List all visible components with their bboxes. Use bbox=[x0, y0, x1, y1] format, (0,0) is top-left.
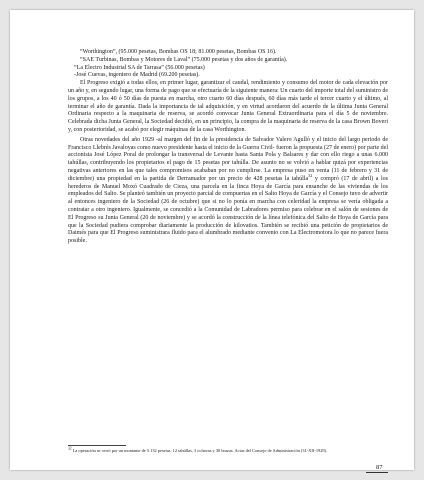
footnote-reference[interactable]: 32 bbox=[308, 172, 313, 178]
page-number-rule bbox=[366, 472, 388, 473]
footnote-text: La operación se cerró por un montante de 5.132 pesetas, 12 tahúllas, 3 ochavas y 30 brazas. Actas del Consejo de Administración (31-XII-1929). bbox=[72, 448, 328, 453]
document-page bbox=[10, 10, 414, 470]
footnote bbox=[68, 448, 374, 453]
paragraph-5: El Progreso exigió a todas ellos, en primer lugar, garantizar el caudal, rendimiento y consumo del motor de cada elevación por un año y, en segundo lugar, una forma de pago que se efectuaría de la siguiente manera: Un cuarto del importe total del suministro de los grupos, a los 40 ó 50 días de puesta en marcha, otro cuarto 60 días después, 60 días más tarde el tercer cuarto y el último, al terminar el año de garantía. Dada la importancia de tal adquisición, y en virtud acordaron del acuerdo de la última Junta General Ordinaria respecto a la maquinaria de reserva, se acordó convocar Junta General Extraordinaria para el día 5 de noviembre. Celebrada dicha Junta General, la Sociedad decidió, en un principio, la compra de la maquinaria de reserva de la casa Brown Boveri y, con posterioridad, se acabó por elegir máquinas de la casa Worthington. bbox=[68, 80, 388, 133]
body-text bbox=[68, 49, 388, 246]
paragraph-3: “La Electro Industrial SA de Tarrasa” (56.000 pesetas) bbox=[74, 64, 205, 71]
footnote-separator bbox=[68, 445, 126, 446]
paragraph-2: “SAE Turbinas, Bombas y Motores de Laval” (75.000 pesetas y dos años de garantía). bbox=[80, 56, 288, 63]
paragraph-1: “Worthington”, (95.000 pesetas, Bombas OS 18; 81.000 pesetas, Bombas OS 16). bbox=[80, 49, 277, 55]
page-number: 87 bbox=[376, 464, 383, 471]
paragraph-6-text: Otras novedades del año 1929 -al margen del fin de la presidencia de Salvador Valero Agulló y el inicio del largo periodo de Francisco Llebrés Javaloyas como nuevo presidente hasta el inicio de la Guerra Civil- fueron la propuesta (27 de enero) por parte del accionista José López Poral de prolongar la transversal de Levante hasta Santa Pola y Balsares y dar con ello riego a unas 6.000 tahúllas, contribuyendo los propietarios el pago de 15 pesetas por tahúlla. De asunto no se volvió a hablar quizá por experiencias negativas anteriores en las que tales compromisos acababan por no cumplirse. La empresa puso en venta (11 de febrero y 31 de diciembre) una propiedad en la partida de Derramador por un precio de 428 pesetas la tahúlla bbox=[68, 136, 388, 182]
footnote-number: 32 bbox=[68, 446, 72, 451]
paragraph-4: -José Cuevas, ingeniero de Madrid (69.200 pesetas). bbox=[74, 72, 200, 79]
paragraph-6-continuation: y compró (17 de abril) a los herederos de Manuel Moxó Cuadrado de Cieza, una parcela en la finca Hoya de García para ensanche de las viviendas de los empleados del Salto. Se planteó también un proyecto parcial de compuertas en el Salto Hoya de García y el Consejo tuvo de advertir al entonces ingeniero de la Sociedad (26 de octubre) que si no lo ponía en marcha con celeridad la empresa se vería obligada a contratar a otro ingeniero. Igualmente, se concedió a la Comunidad de Labradores permiso para celebrar en el salón de sesiones de El Progreso su Junta General (20 de noviembre) y se acordó la construcción de la línea telefónica del Salto de Hoya de García para que la Sociedad pudiera comprobar diariamente la producción de kilovatios. También se recibió una petición de propietarios de Daimés para que El Progreso suministrara fluido para el alumbrado mediante convenio con La Electromotora lo que no parece fuera posible. bbox=[68, 175, 388, 245]
paragraph-6 bbox=[68, 137, 388, 246]
